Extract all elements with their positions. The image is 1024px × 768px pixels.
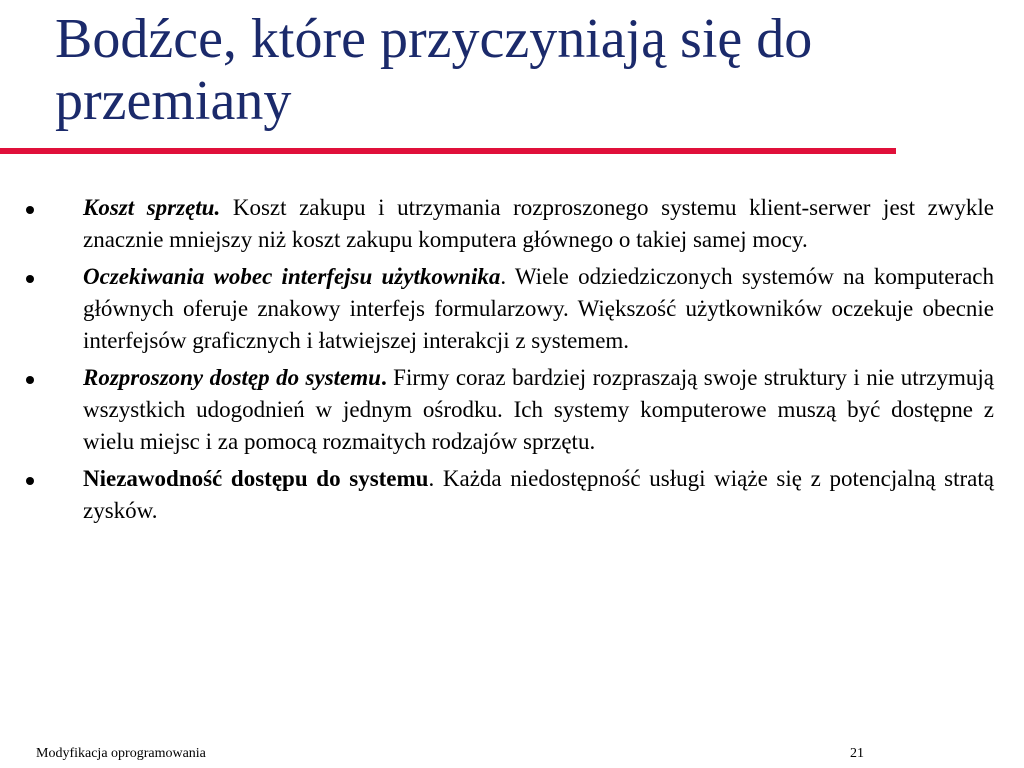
bullet-term: Niezawodność dostępu do systemu — [83, 466, 429, 491]
bullet-text: Każda niedostępność usługi wiąże się z potencjalną stratą zysków. — [83, 466, 994, 523]
slide-title: Bodźce, które przyczyniają się do przemiany — [55, 8, 813, 132]
bullet-term: Oczekiwania wobec interfejsu użytkownika — [83, 264, 501, 289]
bullet-item-hardware-cost — [26, 192, 994, 256]
title-underline — [0, 148, 896, 154]
bullet-term-period: . — [428, 466, 435, 491]
bullet-item-distributed-access — [26, 362, 994, 458]
bullet-term: Koszt sprzętu — [83, 195, 215, 220]
bullet-term-period: . — [380, 365, 387, 390]
bullet-text: Koszt zakupu i utrzymania rozproszonego systemu klient-serwer jest zwykle znacznie mniejszy niż koszt zakupu komputera głównego o takiej samej mocy. — [83, 195, 995, 252]
bullet-dot-icon — [26, 477, 34, 485]
bullet-dot-icon — [26, 275, 34, 283]
bullet-item-reliability — [26, 463, 994, 527]
footer-page-number: 21 — [850, 746, 864, 761]
bullet-text: Wiele odziedziczonych systemów na komputerach głównych oferuje znakowy interfejs formularzowy. Większość użytkowników oczekuje obecnie interfejsów graficznych i łatwiejszej interakcji z systemem. — [83, 264, 994, 353]
bullet-text: Firmy coraz bardziej rozpraszają swoje struktury i nie utrzymują wszystkich udogodnień w jednym ośrodku. Ich systemy komputerowe muszą być dostępne z wielu miejsc i za pomocą rozmaitych rodzajów sprzętu. — [83, 365, 994, 454]
bullet-item-ui-expectations — [26, 261, 994, 357]
bullet-term-period: . — [214, 195, 221, 220]
bullet-dot-icon — [26, 376, 34, 384]
bullet-term-period: . — [500, 264, 507, 289]
footer-course-name: Modyfikacja oprogramowania — [36, 746, 206, 761]
bullet-dot-icon — [26, 206, 34, 214]
bullet-list — [26, 192, 994, 532]
bullet-term: Rozproszony dostęp do systemu — [83, 365, 381, 390]
